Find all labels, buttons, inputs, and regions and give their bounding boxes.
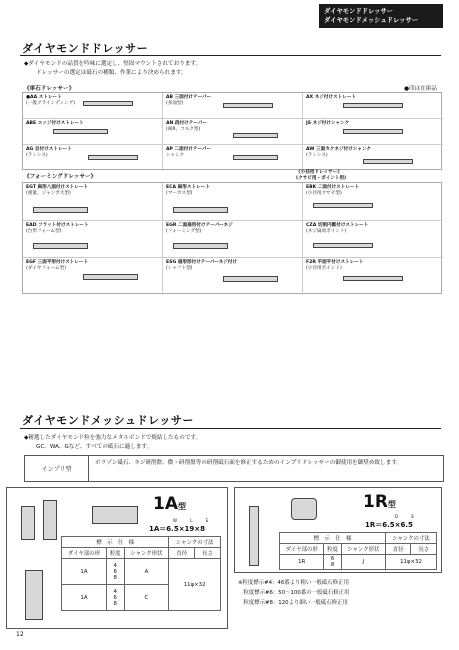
tool-shank-shape xyxy=(88,155,138,160)
section2-rule xyxy=(20,428,441,429)
tool-shank-shape xyxy=(83,274,138,280)
dim-letters: W L E xyxy=(173,518,215,523)
header-box xyxy=(319,4,443,28)
tool-shank-shape xyxy=(53,129,108,134)
tool-shank-shape xyxy=(343,129,403,134)
inquiry-text: ボラゾン砥石、ネジ研削盤、微・研削盤等の研削砥石面を修正するためのインプリドレッサーの御使用を御奨め致します。 xyxy=(95,460,402,466)
item-name: EBK 二面付けストレート xyxy=(306,185,360,190)
item-name: EGR 二面扇形付けテーパーネジ xyxy=(166,223,233,228)
small-dresser-note: 《小径用ドレッサー》 xyxy=(296,170,342,175)
forming-item xyxy=(23,258,163,295)
item-sub: (ランシス) xyxy=(26,153,48,158)
grain-footnotes xyxy=(238,578,349,608)
cell-size: 11φ×32 xyxy=(169,559,221,611)
tool-1r-side-shape xyxy=(249,506,259,566)
type-1r-panel xyxy=(234,487,442,573)
th-shank-shape: シャンク形状 xyxy=(341,544,385,555)
stock-note: ●印は在庫品 xyxy=(404,86,437,92)
item-sub: (ランシス) xyxy=(306,153,328,158)
tool-shank-shape xyxy=(233,155,278,160)
page-number: 12 xyxy=(16,631,24,638)
forming-item xyxy=(303,258,443,295)
single-dresser-grid xyxy=(22,92,442,170)
section1-intro: ◆ダイヤモンドの品質を吟味に選定し、堅固マウントされております。 xyxy=(24,61,202,67)
cell-grain: 6 8 xyxy=(324,555,341,570)
tool-shank-shape xyxy=(223,103,273,108)
item-name: F2R 平面平付けストレート xyxy=(306,260,364,265)
type-suffix: 型 xyxy=(387,500,396,509)
type-name: 1R xyxy=(363,492,388,512)
small-dresser-label xyxy=(296,169,346,181)
item-name: AB 三面付けテーパー xyxy=(166,95,212,100)
forming-item xyxy=(303,221,443,258)
footnote-line: 粒度標示#6：50〜100番の一般砥石修正用 xyxy=(238,590,350,596)
item-sub: シャンク xyxy=(166,153,185,158)
type-suffix: 型 xyxy=(178,502,186,511)
tool-shank-shape xyxy=(313,203,373,208)
forming-item xyxy=(303,183,443,221)
item-name: EGF 三面平形付けストレート xyxy=(26,260,89,265)
tool-shank-shape xyxy=(233,133,278,138)
item-sub: (小径用クサビ型) xyxy=(306,191,342,196)
th-grain: 粒度 xyxy=(324,544,341,555)
item-sub: (重量、ジャンボ大型) xyxy=(26,191,71,196)
spec-table-1r xyxy=(279,532,437,570)
th-shank-shape: シャンク形状 xyxy=(124,548,169,559)
type-1a-title xyxy=(153,494,186,514)
tool-1a-block-shape xyxy=(92,506,138,524)
th-label: 標 示 仕 様 xyxy=(280,533,386,544)
th-diameter: 直径 xyxy=(169,548,195,559)
spec-table-1a xyxy=(61,536,221,611)
cell-shape: 1R xyxy=(280,555,324,570)
section2-intro: ◆精選したダイヤモンド粒を強力なメタルボンドで焼結したものです。 xyxy=(24,435,202,441)
tool-shank-shape xyxy=(343,276,403,281)
section2-intro2: GC、WA、Gなど、すべての砥石に適します。 xyxy=(36,444,153,450)
cell-grain: 4 6 8 xyxy=(106,585,124,611)
forming-item xyxy=(163,221,303,258)
tool-shank-shape xyxy=(173,207,228,213)
header-line2: ダイヤモンドメッシュドレッサー xyxy=(324,17,419,24)
item-name: ●AA ストレート xyxy=(26,95,62,100)
item-name: AG 自付けストレート xyxy=(26,147,72,152)
single-item xyxy=(163,145,303,171)
single-item xyxy=(163,93,303,119)
tool-shank-shape xyxy=(343,103,403,108)
item-name: EAD フラット付けストレート xyxy=(26,223,89,228)
type-1a-dimension: 1A＝6.5×19×8 xyxy=(149,525,206,533)
section1-intro2: ドレッサーの選定は砥石の種類、作業により決められます。 xyxy=(36,70,187,76)
header-line1: ダイヤモンドドレッサー xyxy=(324,8,394,15)
type-1r-dimension: 1R＝6.5×6.5 xyxy=(365,521,413,529)
forming-dresser-label: 《フォーミングドレッサー》 xyxy=(24,174,97,180)
item-name: ESG 扇形形付けテーパーネジ付け xyxy=(166,260,238,265)
th-diamond-shape: ダイヤ部の形 xyxy=(280,544,324,555)
th-label: 標 示 仕 様 xyxy=(62,537,169,548)
inquiry-label: インプリ型 xyxy=(25,456,89,481)
type-1r-title xyxy=(363,492,396,512)
cell-size: 11φ×32 xyxy=(385,555,436,570)
th-length: 長さ xyxy=(411,544,437,555)
forming-item xyxy=(163,183,303,221)
th-grain: 粒度 xyxy=(106,548,124,559)
footnote-line: 粒度標示#8：120より細い一般砥石修正用 xyxy=(238,600,348,606)
single-dresser-label: 《単石ドレッサー》 xyxy=(24,86,75,92)
tool-shank-shape xyxy=(33,243,88,249)
forming-item xyxy=(163,258,303,295)
item-name: EGT 扁形八面付けストレート xyxy=(26,185,89,190)
single-item xyxy=(303,119,443,145)
cell-grain: 4 6 8 xyxy=(106,559,124,585)
item-name: AN 段付けテーパー xyxy=(166,121,207,126)
item-name: CZA 切削円錐付けストレート xyxy=(306,223,369,228)
inquiry-box xyxy=(24,455,444,482)
item-name: ABE エッジ付けストレート xyxy=(26,121,84,126)
cell-shape: 1A xyxy=(62,559,107,585)
cell-shank: J xyxy=(341,555,385,570)
single-item xyxy=(23,93,163,119)
single-item xyxy=(23,119,163,145)
footnote-line: ※粒度標示#4：46番より粗い一般砥石修正用 xyxy=(238,580,349,586)
tool-shank-shape xyxy=(33,207,88,213)
tool-shank-shape xyxy=(363,159,413,164)
cell-shank: A xyxy=(124,559,169,585)
tool-shank-shape xyxy=(173,243,228,249)
tool-shank-shape xyxy=(223,276,278,282)
item-sub: (両R、コルク型) xyxy=(166,127,201,132)
item-name: AW 三面カクネジ付けシャンク xyxy=(306,147,371,152)
section1-rule xyxy=(20,55,441,56)
item-sub: (台形フォーム型) xyxy=(26,229,62,234)
tool-1r-head-shape xyxy=(291,498,317,520)
type-name: 1A xyxy=(153,494,178,514)
th-length: 長さ xyxy=(195,548,221,559)
th-shank-dim: シャンクの寸法 xyxy=(385,533,436,544)
single-item xyxy=(23,145,163,171)
single-item xyxy=(303,93,443,119)
item-name: ECA 扁形ストレート xyxy=(166,185,210,190)
tool-shank-shape xyxy=(313,243,373,248)
single-item xyxy=(163,119,303,145)
item-sub: (多面型) xyxy=(166,101,184,106)
tool-1a-front-shape xyxy=(21,506,35,540)
forming-item xyxy=(23,183,163,221)
cell-shape: 1A xyxy=(62,585,107,611)
item-sub: (フォーミング型) xyxy=(166,229,202,234)
tool-1a-side-shape xyxy=(43,500,57,540)
item-sub: (ダイヤフォーム型) xyxy=(26,266,67,271)
item-name: JS ネジ付けシャンク xyxy=(306,121,350,126)
tool-shank-shape xyxy=(83,101,133,106)
th-diameter: 直径 xyxy=(385,544,411,555)
item-sub: (マーカス型) xyxy=(166,191,193,196)
section2-title: ダイヤモンドメッシュドレッサー xyxy=(22,414,194,427)
dim-letters: D E xyxy=(395,514,420,519)
item-sub: (シャフト型) xyxy=(166,266,193,271)
th-shank-dim: シャンクの寸法 xyxy=(169,537,221,548)
type-1a-panel xyxy=(6,487,228,629)
section1-title: ダイヤモンドドレッサー xyxy=(22,42,149,55)
item-sub: (小径用ポイント) xyxy=(306,266,342,271)
item-sub: (一般グラインディング) xyxy=(26,101,75,106)
forming-item xyxy=(23,221,163,258)
item-sub: (ネジ扁角ポイント) xyxy=(306,229,347,234)
single-item xyxy=(303,145,443,171)
item-name: AP 二面付けテーパー xyxy=(166,147,212,152)
item-name: AX ネジ付けストレート xyxy=(306,95,357,100)
cell-shank: C xyxy=(124,585,169,611)
forming-dresser-grid xyxy=(22,182,442,294)
tool-1a-lower-shape xyxy=(25,570,43,620)
small-dresser-note2: (クサビ用・ポイント用) xyxy=(296,176,347,181)
th-diamond-shape: ダイヤ部の形 xyxy=(62,548,107,559)
